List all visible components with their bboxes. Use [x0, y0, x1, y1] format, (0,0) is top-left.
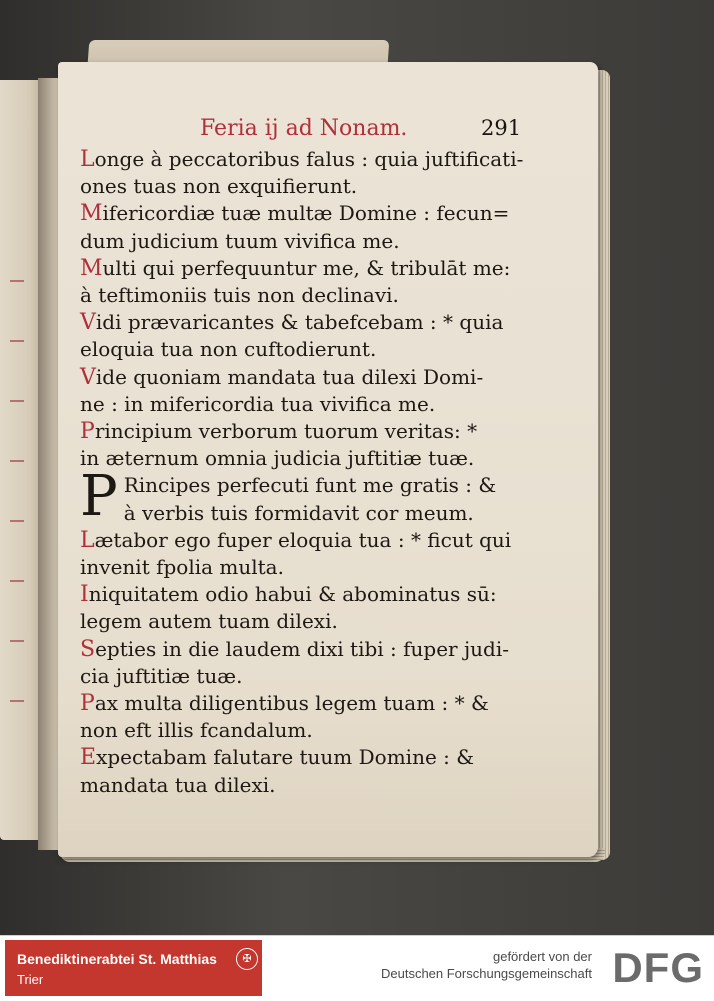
line-text: in æternum omnia judicia juftitiæ tuæ. [80, 446, 475, 471]
line-text: invenit fpolia multa. [80, 555, 284, 580]
psalm-text [80, 146, 560, 799]
text-line [80, 663, 560, 690]
text-line [80, 146, 560, 173]
rubric-initial: E [80, 745, 97, 771]
line-text: à teftimoniis tuis non declinavi. [80, 283, 399, 308]
institution-banner[interactable] [5, 940, 262, 996]
line-text: non eft illis fcandalum. [80, 718, 313, 743]
text-line [80, 527, 560, 554]
big-initial: P [80, 472, 118, 527]
rubric-initial: I [80, 582, 89, 608]
text-line [80, 717, 560, 744]
text-line [80, 200, 560, 227]
text-line [80, 608, 560, 635]
line-text: ax multa diligentibus legem tuam : * & [94, 691, 489, 716]
verso-page-edge [0, 80, 42, 840]
text-line [80, 173, 560, 200]
line-text: ulti qui perfequuntur me, & tribulāt me: [102, 255, 511, 280]
line-text: ones tuas non exquifierunt. [80, 174, 358, 199]
text-line [80, 690, 560, 717]
funding-line-2: Deutschen Forschungsgemeinschaft [380, 966, 592, 981]
text-line [80, 418, 560, 445]
rubric-initial: S [80, 636, 96, 662]
footer-bar [0, 935, 714, 1001]
text-line [80, 282, 560, 309]
text-line [80, 636, 560, 663]
line-text: epties in die laudem dixi tibi : fuper judi- [95, 636, 509, 661]
rubric-initial: L [80, 527, 95, 553]
big-initial-line: à verbis tuis formidavit cor meum. [123, 500, 474, 525]
institution-logo-icon: ✠ [236, 948, 258, 970]
rubric-initial: P [80, 691, 95, 717]
text-line [80, 309, 560, 336]
line-text: idi prævaricantes & tabefcebam : * quia [95, 310, 504, 335]
rubric-initial: M [80, 201, 103, 227]
funding-note [381, 948, 592, 982]
rubric-initial: V [80, 364, 96, 390]
dfg-logo[interactable]: DFG [612, 944, 704, 991]
line-text: niquitatem odio habui & abominatus sū: [88, 582, 497, 607]
text-line [80, 744, 560, 771]
text-line [80, 228, 560, 255]
rubric-initial: V [80, 310, 96, 336]
line-text: eloquia tua non cuftodierunt. [80, 337, 377, 362]
text-line [80, 391, 560, 418]
line-text: xpectabam falutare tuum Domine : & [96, 745, 475, 770]
line-text: rincipium verborum tuorum veritas: * [94, 419, 478, 444]
text-line [80, 445, 560, 472]
institution-city: Trier [17, 972, 44, 987]
funding-line-1: gefördert von der [492, 949, 592, 964]
rubric-initial: M [80, 255, 103, 281]
verso-rubric-marks [10, 260, 24, 760]
line-text: ne : in mifericordia tua vivifica me. [80, 391, 436, 416]
text-line [80, 772, 560, 799]
line-text: onge à peccatoribus falus : quia juftificati- [94, 147, 524, 171]
text-line [80, 255, 560, 282]
line-text: legem autem tuam dilexi. [80, 609, 338, 634]
line-text: cia juftitiæ tuæ. [80, 663, 243, 688]
text-line [80, 364, 560, 391]
line-text: ide quoniam mandata tua dilexi Domi- [95, 364, 484, 389]
line-text: mandata tua dilexi. [80, 772, 276, 797]
line-text: ifericordiæ tuæ multæ Domine : fecun= [102, 201, 510, 226]
page-header [0, 114, 714, 144]
versicle-with-big-initial [80, 472, 560, 526]
page-number: 291 [481, 116, 522, 140]
text-line [80, 336, 560, 363]
text-line [80, 581, 560, 608]
verse-block-1 [80, 146, 560, 472]
institution-name: Benediktinerabtei St. Matthias [17, 951, 217, 967]
text-line [80, 554, 560, 581]
running-head: Feria ij ad Nonam. [200, 116, 408, 141]
line-text: dum judicium tuum vivifica me. [80, 228, 400, 253]
rubric-initial: P [80, 419, 95, 445]
big-initial-line: Rincipes perfecuti funt me gratis : & [123, 473, 497, 498]
rubric-initial: L [80, 147, 95, 172]
verse-block-2 [80, 527, 560, 799]
line-text: ætabor ego fuper eloquia tua : * ficut qui [94, 527, 512, 552]
